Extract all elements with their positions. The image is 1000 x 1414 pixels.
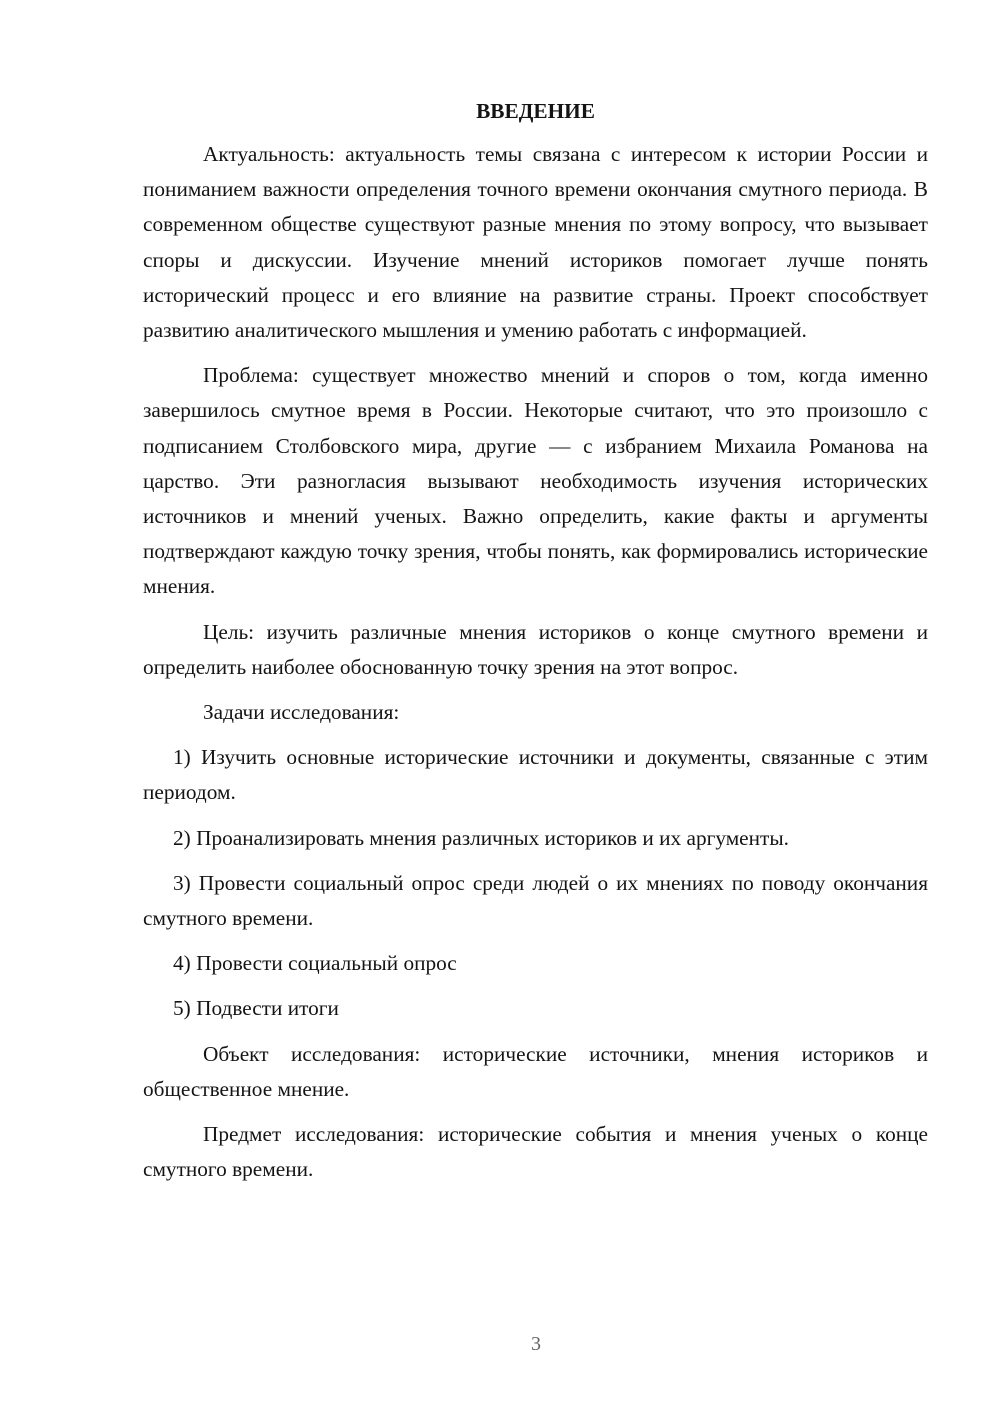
relevance-paragraph: Актуальность: актуальность темы связана с интересом к истории России и пониманием важности определения точного времени окончания смутного периода. В современном обществе существуют разные мнения по этому вопросу, что вызывает споры и дискуссии. Изучение мнений историков помогает лучше понять исторический процесс и его влияние на развитие страны. Проект способствует развитию аналитического мышления и умению работать с информацией. [143,142,928,343]
subject-paragraph: Предмет исследования: исторические события и мнения ученых о конце смутного времени. [143,1122,928,1182]
page-content [143,95,928,1197]
page-number: 3 [531,1333,541,1355]
task-item: 3) Провести социальный опрос среди людей о их мнениях по поводу окончания смутного времени. [143,870,928,931]
task-item: 2) Проанализировать мнения различных историков и их аргументы. [173,825,789,850]
problem-paragraph: Проблема: существует множество мнений и споров о том, когда именно завершилось смутное время в России. Некоторые считают, что это произошло с подписанием Столбовского мира, другие — с избранием Михаила Романова на царство. Эти разногласия вызывают необходимость изучения исторических источников и мнений ученых. Важно определить, какие факты и аргументы подтверждают каждую точку зрения, чтобы понять, как формировались исторические мнения. [143,363,928,599]
task-item: 5) Подвести итоги [173,996,339,1021]
section-title: ВВЕДЕНИЕ [476,99,595,123]
tasks-heading: Задачи исследования: [203,700,400,725]
object-paragraph: Объект исследования: исторические источники, мнения историков и общественное мнение. [143,1041,928,1101]
task-item: 1) Изучить основные исторические источники и документы, связанные с этим периодом. [143,745,928,805]
goal-paragraph: Цель: изучить различные мнения историков о конце смутного времени и определить наиболее обоснованную точку зрения на этот вопрос. [143,619,928,679]
task-item: 4) Провести социальный опрос [173,951,457,976]
